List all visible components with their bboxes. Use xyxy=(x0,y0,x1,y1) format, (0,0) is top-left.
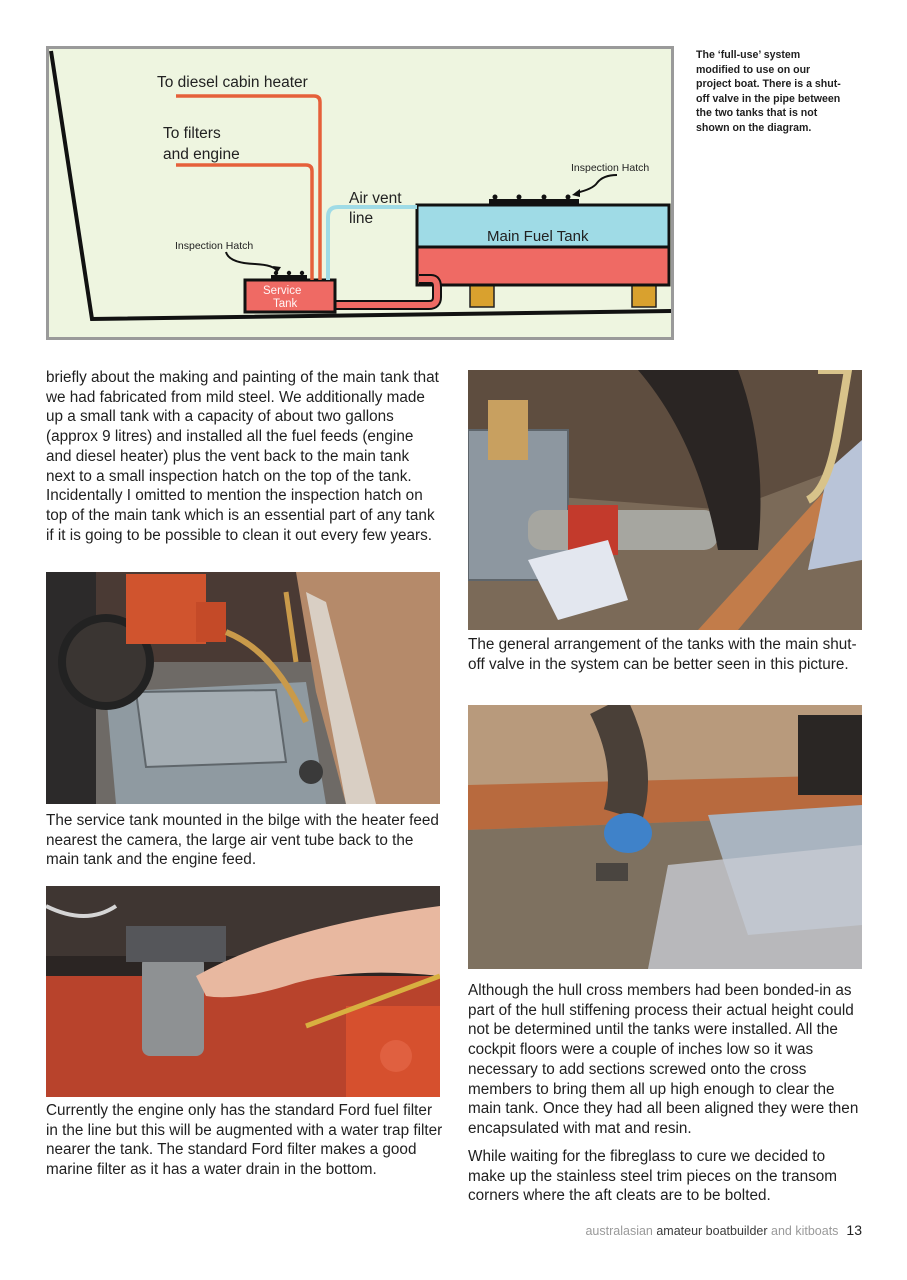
fuel-system-diagram xyxy=(46,46,674,340)
tanks-arrangement-photo xyxy=(468,370,862,630)
tanks-arrangement-caption: The general arrangement of the tanks with the main shut-off valve in the system can be better seen in this picture. xyxy=(468,636,857,673)
label-hatch-right: Inspection Hatch xyxy=(571,162,650,174)
label-air-vent-1: Air vent xyxy=(349,190,402,207)
footer-magazine: amateur boatbuilder xyxy=(656,1224,768,1238)
label-air-vent-2: line xyxy=(349,210,374,227)
footer-prefix: australasian xyxy=(585,1224,657,1238)
label-hatch-left: Inspection Hatch xyxy=(175,240,254,252)
label-main-tank: Main Fuel Tank xyxy=(487,228,589,245)
service-tank-photo xyxy=(46,572,440,804)
page-number: 13 xyxy=(846,1222,862,1238)
hatch-arrow-right xyxy=(576,175,617,193)
label-cabin-heater: To diesel cabin heater xyxy=(157,74,308,91)
main-tank-hatch xyxy=(489,195,579,206)
hull-paragraph: Although the hull cross members had been bonded-in as part of the hull stiffening process their actual height could not be determined until the tanks were installed. All the cockpit floors were a couple of inches low so it was necessary to add sections screwed onto the cross members to bring them all up high enough to clear the main tank. Once they had all been aligned they were then encapsulated with mat and resin. xyxy=(468,982,859,1137)
tank-support-left xyxy=(470,285,494,307)
hull-cross-members-photo xyxy=(468,705,862,969)
diagram-caption: The ‘full-use’ system modified to use on our project boat. There is a shut-off valve in the pipe between the two tanks that is not shown on the diagram. xyxy=(696,49,841,134)
fuel-filter-caption: Currently the engine only has the standard Ford fuel filter in the line but this will be augmented with a water trap filter nearer the tank. The standard Ford filter makes a good marine filter as it has a water drain in the bottom. xyxy=(46,1102,443,1179)
heater-feed-line xyxy=(176,96,320,280)
service-tank-caption: The service tank mounted in the bilge with the heater feed nearest the camera, the large air vent tube back to the main tank and the engine feed. xyxy=(46,812,439,869)
waiting-paragraph: While waiting for the fibreglass to cure we decided to make up the stainless steel trim pieces on the transom corners where the aft cleats are to be bolted. xyxy=(468,1148,838,1205)
fuel-filter-photo xyxy=(46,886,440,1097)
page-footer xyxy=(585,1222,862,1238)
label-filters-1: To filters xyxy=(163,125,221,142)
hatch-arrow-left xyxy=(226,252,277,271)
label-filters-2: and engine xyxy=(163,146,240,163)
tank-support-right xyxy=(632,285,656,307)
service-tank-hatch xyxy=(271,275,307,280)
footer-suffix: and kitboats xyxy=(767,1224,839,1238)
label-service-1: Service xyxy=(263,285,302,297)
label-service-2: Tank xyxy=(273,298,298,310)
main-tank-fuel xyxy=(417,247,669,285)
intro-paragraph: briefly about the making and painting of the main tank that we had fabricated from mild steel. We additionally made up a small tank with a capacity of about two gallons (approx 9 litres) and installed all the fuel feeds (engine and diesel heater) plus the vent back to the main tank next to a small inspection hatch on the top of the tank. Incidentally I omitted to mention the inspection hatch on top of the main tank which is an essential part of any tank if it is going to be possible to clean it out every few years. xyxy=(46,369,439,544)
